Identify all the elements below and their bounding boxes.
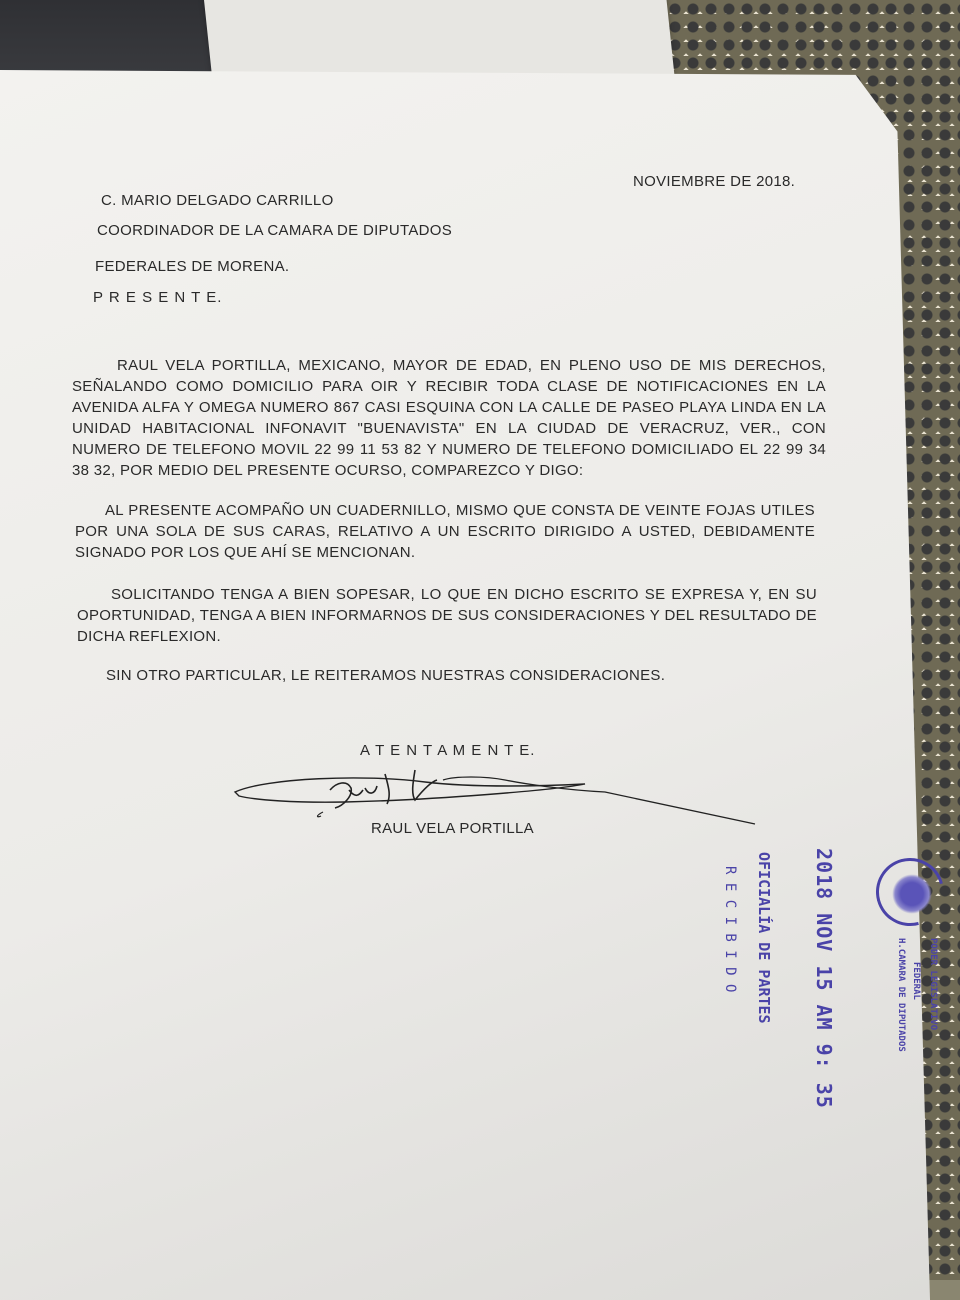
seal-line-3: H.CAMARA DE DIPUTADOS xyxy=(896,938,906,1052)
stamp-received: R E C I B I D O xyxy=(722,866,738,993)
seal-line-2: FEDERAL xyxy=(911,962,921,1000)
stamp-office: OFICIALÍA DE PARTES xyxy=(755,852,773,1024)
seal-line-1: PODER LEGISLATIVO xyxy=(928,938,938,1031)
signer-name: RAUL VELA PORTILLA xyxy=(371,820,534,837)
body-paragraph-3: SOLICITANDO TENGA A BIEN SOPESAR, LO QUE EN DICHO ESCRITO SE EXPRESA Y, EN SU OPORTUNIDAD, TENGA A BIEN INFORMARNOS DE SUS CONSIDERACIONES Y DEL RESULTADO DE DICHA REFLEXION. xyxy=(77,586,817,645)
recipient-title: COORDINADOR DE LA CAMARA DE DIPUTADOS xyxy=(97,222,453,239)
body-paragraph-1: RAUL VELA PORTILLA, MEXICANO, MAYOR DE EDAD, EN PLENO USO DE MIS DERECHOS, SEÑALANDO COMO DOMICILIO PARA OIR Y RECIBIR TODA CLASE DE NOTIFICACIONES EN LA AVENIDA ALFA Y OMEGA NUMERO 867 CASI ESQUINA CON LA CALLE DE PASEO PLAYA LINDA EN LA UNIDAD HABITACIONAL INFONAVIT "BUENAVISTA" EN LA CIUDAD DE VERACRUZ, VER., CON NUMERO DE TELEFONO MOVIL 22 99 11 53 82 Y NUMERO DE TELEFONO DOMICILIADO EL 22 99 34 38 32, POR MEDIO DEL PRESENTE OCURSO, COMPAREZCO Y DIGO: xyxy=(72,357,826,479)
chamber-seal-emblem xyxy=(892,874,932,914)
stamp-date-time: 2018 NOV 15 AM 9: 35 xyxy=(812,848,836,1109)
letter-date: NOVIEMBRE DE 2018. xyxy=(633,173,796,190)
body-paragraph-2: AL PRESENTE ACOMPAÑO UN CUADERNILLO, MISMO QUE CONSTA DE VEINTE FOJAS UTILES POR UNA SOLA DE SUS CARAS, RELATIVO A UN ESCRITO DIRIGIDO A USTED, DEBIDAMENTE SIGNADO POR LOS QUE AHÍ SE MENCIONAN. xyxy=(75,502,815,561)
salutation: P R E S E N T E. xyxy=(93,289,223,306)
body-paragraph-4: SIN OTRO PARTICULAR, LE REITERAMOS NUESTRAS CONSIDERACIONES. xyxy=(106,667,666,684)
closing-atentamente: A T E N T A M E N T E. xyxy=(360,742,536,759)
recipient-name: C. MARIO DELGADO CARRILLO xyxy=(101,192,334,209)
recipient-organization: FEDERALES DE MORENA. xyxy=(95,258,290,275)
